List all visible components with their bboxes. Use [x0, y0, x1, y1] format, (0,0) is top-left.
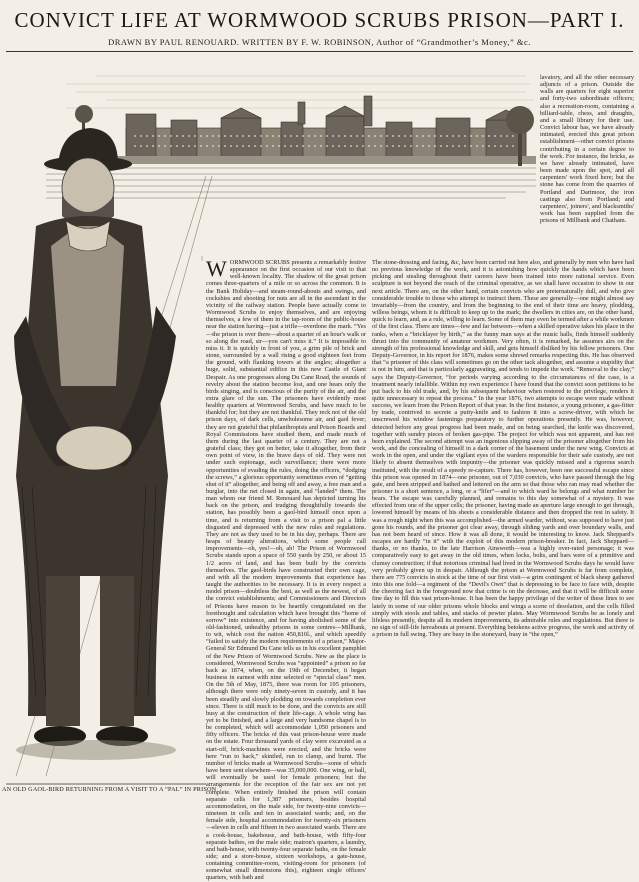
article-column-middle [206, 256, 366, 882]
article-title: CONVICT LIFE AT WORMWOOD SCRUBS PRISON—PART I. [14, 8, 625, 32]
drop-cap: W [206, 256, 227, 281]
figure-shadow [16, 740, 176, 760]
article-byline: DRAWN BY PAUL RENOUARD. WRITTEN BY F. W. ROBINSON, Author of “Grandmother’s Money,” &c. [108, 37, 531, 47]
illustration-caption: AN OLD GAOL-BIRD RETURNING FROM A VISIT TO A “PAL” IN PRISON [2, 786, 217, 793]
right-column-text: The stone-dressing and facing, &c, have been carried out here also, and generally by men who have had no previous knowledge of the work, and it is astonishing how quickly the hands which have been picking and stealing throughout their careers have been trained into more rational service. Even sculpture is not beyond the reach of the criminal operative, as we shall have occasion to show in our next article. There are, on the other hand, certain convicts who are preternaturally dull, and who give considerable trouble to those who attempt to instruct them. These are generally—one might almost say invariably—from the country, and from the beginning to the end of their time are heavy, plodding, willess beings, whom it is difficult to keep up to the mark; the dwellers in cities are, on the other hand, quick to learn, and, as a rule, willing to learn. Some of them may even be termed after a while workmen of the first class. There are times—few and far between—when a skilled operative takes his place in the ranks, when a “bricklayer by birth,” as the funny man says at the music halls, finds himself suddenly thrust into the community of amateur workmen. Very often, it is remarked, he assumes airs on the strength of his professional knowledge and skill, and gets himself disliked by his fellow prisoners. One Deputy-Governor, in his report for 1876, makes some shrewd remarks respecting this. He has observed that “a prisoner of this class will sometimes go on the other tack altogether, and assume a stupidity that is not in him, and that is particularly aggravating, and tends to impede the work. “Removal to the clay,” says the Deputy-Governor, “for periods varying according to the circumstances of the case, is a treatment nearly infallible. Within my own experience I have found that the convict soon petitions to be put back to his old trade, and, by his subsequent behaviour when restored to the privilege, renders it quite unnecessary to repeat the process.” In the year 1876, two attempts to escape were made without success, we learn from the Prison Report of that year. In the first instance, a young prisoner, a gas-fitter by trade, contrived to secrete a putty-knife and to fashion it into a screw-driver, with which he unscrewed his window fastenings preparatory to further operations presently. He was, however, detected before any great progress had been made, and on being searched, the knife was discovered, together with sundry pieces of broken gas-pipe. The project for which was not apparent, and has not been explained. The second attempt was an ingenious slipping away of the prisoner altogether from his work, and the concealing of himself in a dark corner of the basement under the new wing. Convicts at work in the open, and under the vigilant eyes of the warders responsible for their safe custody, are not likely to absent themselves with impunity—the prisoner was quickly missed and a rigorous search instituted, with the result of a speedy re-capture. There has, however, been one successful escape since this prison was opened in 1874—one prisoner, out of 7,030 convicts, who have passed through the big gate, and been stripped and bathed and lettered on the arm so that those who ran may read whether the prisoner is a short sentence, a long, or a “lifer”—and to which ward he belongs and what number he bears. The escape was carefully planned, and remains to this day somewhat of a mystery. It was effected from one of the upper cells; the prisoner, having made an aperture large enough to get through, lowered himself by means of his sheets a considerable distance and then dropped the rest in safety. It was a rough night when this was accomplished—the armed warder, without, was supposed to have just gone his rounds, and the prisoner got clear away, through sliding yards and over boundary walls, and has not been heard of since. How it was all done, it would be interesting to know. Jack Sheppard's escapes are hardly “in it” with the exploit of this modern prison-breaker. In fact, Jack Sheppard—thanks, or no thanks, to the late Harrison Ainsworth—was a highly over-rated personage; it was comparatively easy to get away in the old times, when locks, bolts, and bars were of a primitive and clumsy construction; if that notorious criminal had lived in the Wormwood Scrubs days he would have very probably given up in despair. Although the prison at Wormwood Scrubs is far from complete, there are 775 convicts in stock at the time of our first visit—a grim contingent of black sheep gathered into this one fold—a regiment of the “Devil's Own” that is depressing to be face to face with, despite the cheering fact in the foreground now that crime is on the decrease, and that it will be difficult some fine day to fill this vast prison-house. It has been the happy privilege of the writer of these lines to see lately in some of our older prisons whole blocks and wings a scene of desolation, and the cells filled simply with stools and tables, and stacks of pewter plates. May Wormwood Scrubs be as lonely and lifeless presently, despite all its modern improvements, its admirable rules and regulations. But there is no sign of still-life hereabouts at present. Everything betokens active progress, the work and activity of a prison in full swing. They are busy in the stoneyard, busy in “the open,” [372, 259, 634, 639]
middle-column-text: ORMWOOD SCRUBS presents a remarkably festive appearance on the first occasion of our visit to that well-known locality. The shadow of the great prison comes three-quarters of a mile or so across the common. It is the Bank Holiday—and steam-round-abouts and swings, and cockshies and shooting for nuts are all in the ascendant in the vicinity of the railway station. People have actually come to Wormwood Scrubs to enjoy themselves, and are enjoying themselves, a few of them in the tap-room of the public-house near the station having—just a trifle—overdone the mark. “Yes—the prison is over there—about a quarter of an hour's walk or so along the road, sir—you can't miss it.” It is impossible to miss it. It is quickly in front of you, a grim pile of brick and stone, surrounded by a wall rising a good eighteen feet from the ground, with flanking towers at the angles; altogether a huge, solid, substantial edifice in this new Castle of Giant Despair. As one progresses along Du Cane Road, the sounds of revelry about the station become lost, and one hears only the birds singing, and is conscious of the purity of the air, and the extra glare of the sun. The prisoners have evidently most healthy quarters at Wormwood Scrubs, and have much to be thankful for; but they are not thankful. They reck not of the old prison days, of dark cells, unwholesome air, and gaol fever; they are not grateful that philanthropists and Prison Boards and Royal Commissions have studied them, and made much of them during the last quarter of a century. They are not a grateful class; they got on better, take it altogether, from their own point of view, in the brave days of old. They were not under such espionage, such surveillance; there were more opportunities of evading the rules, doing the officers, “dodging the screws,” a glorious opportunity sometimes even of “getting shut of it” altogether, and being off and away, a free man and a burglar, into the net closed in again, and “landed” them. The man whom our friend M. Renouard has depicted turning his back on the prison, and trudging thoughtfully towards the station, has possibly been a gaol-bird himself once upon a time, and is returning from a visit to a prison pal a little disgusted and depressed with the new rules and regulations. They are not as they used to be in his day, perhaps. There are heaps of beauty alterations, which some people call improvements—oh, yes!—oh, ah! The Prison of Wormwood Scrubs stands upon a space of 550 yards by 250, or about 15 1/2 acres of land, and has been built by the convicts themselves. The gaol-birds have constructed their own cage, and with all the modern improvements that experience has taught the authorities to be necessary. It is in every respect a model prison—doubtless the best, as well as the newest, of all the convict establishments; and Commissioners and Directors of Prisons have reason to be heartily congratulated on the forethought and calculation which have brought this “home of sorrow” into existence, and for having abolished some of the old-fashioned, unhealthy prisons in some centres—Millbank, to wit, which cost the nation 450,810l., and which speedily “failed to satisfy the modern requirements of a prison,” Major-General Sir Edmund Du Cane tells us in his excellent pamphlet of the New Prison of Wormwood Scrubs. New as the place is considered, Wormwood Scrubs was “appointed” a prison so far back as 1874, when, on the 19th of December, it began business in earnest with nine selected or “special class” men. On the 5th of May, 1875, there was room for 195 prisoners, although there were only ninety-seven in custody, and it has been steadily and slowly plodding on towards completion ever since. There is still much to be done, and the convicts are still busy at the construction of their life-cage. A whole wing has yet to be finished, and a large and very handsome chapel is to be completed, which will accommodate 1,050 prisoners and fifty officers. The bricks of this vast prison-house were made on the estate. Four thousand yards of clay were excavated as a start-off, brick-machines were erected, and the bricks were here “run to hack,” skintled, run to clamp, and burnt. The number of bricks made at Wormwood Scrubs—some of which have been sent elsewhere—was 35,000,000. One wing, or hall, will eventually be used for female prisoners; but the arrangements for the reception of the fair sex are not yet complete. When entirely finished the prison will contain separate cells for 1,387 prisoners, besides hospital accommodation, on the male side, for twenty-nine convicts—nineteen in cells and ten in associated wards; and, on the female side, hospital accommodation for twenty-six prisoners—eleven in cells and fifteen in two associated wards. There are a cook-house, bakehouse, and bath-house, with fifty-four separate bathes, on the male side; matron's quarters, a laundry, and bath-house, with twenty-four separate baths, on the female side; and a store-house, sixteen workshops, a gate-house, containing committee-room, visiting-room for prisoners (of somewhat small dimensions this), eighteen single officers' quarters, with bath and [206, 259, 366, 882]
article-column-right [372, 259, 634, 789]
upper-right-text: lavatory, and all the other necessary adjuncts of a prison. Outside the walls are quarters for eight superior and forty-two subordinate officers; also a recreation-room, containing a billiard-table, chess, and draughts, and a small library for their use. Convict labour has, we have already intimated, erected this great prison establishment—other convict prisons contributing in a certain degree to the work. For instance, the bricks, as we have already intimated, have been made upon the spot, and all carpenters' work fixed here; but the stone has come from the quarries of Portland and Dartmoor, the iron castings also from Portland; and carpenters', joiners', and blacksmiths' work has been supplied from the prisons of Millbank and Chatham. [540, 74, 634, 225]
boundary-wall [66, 156, 536, 164]
header-rule [6, 51, 633, 52]
article-column-upper-right [540, 74, 634, 254]
